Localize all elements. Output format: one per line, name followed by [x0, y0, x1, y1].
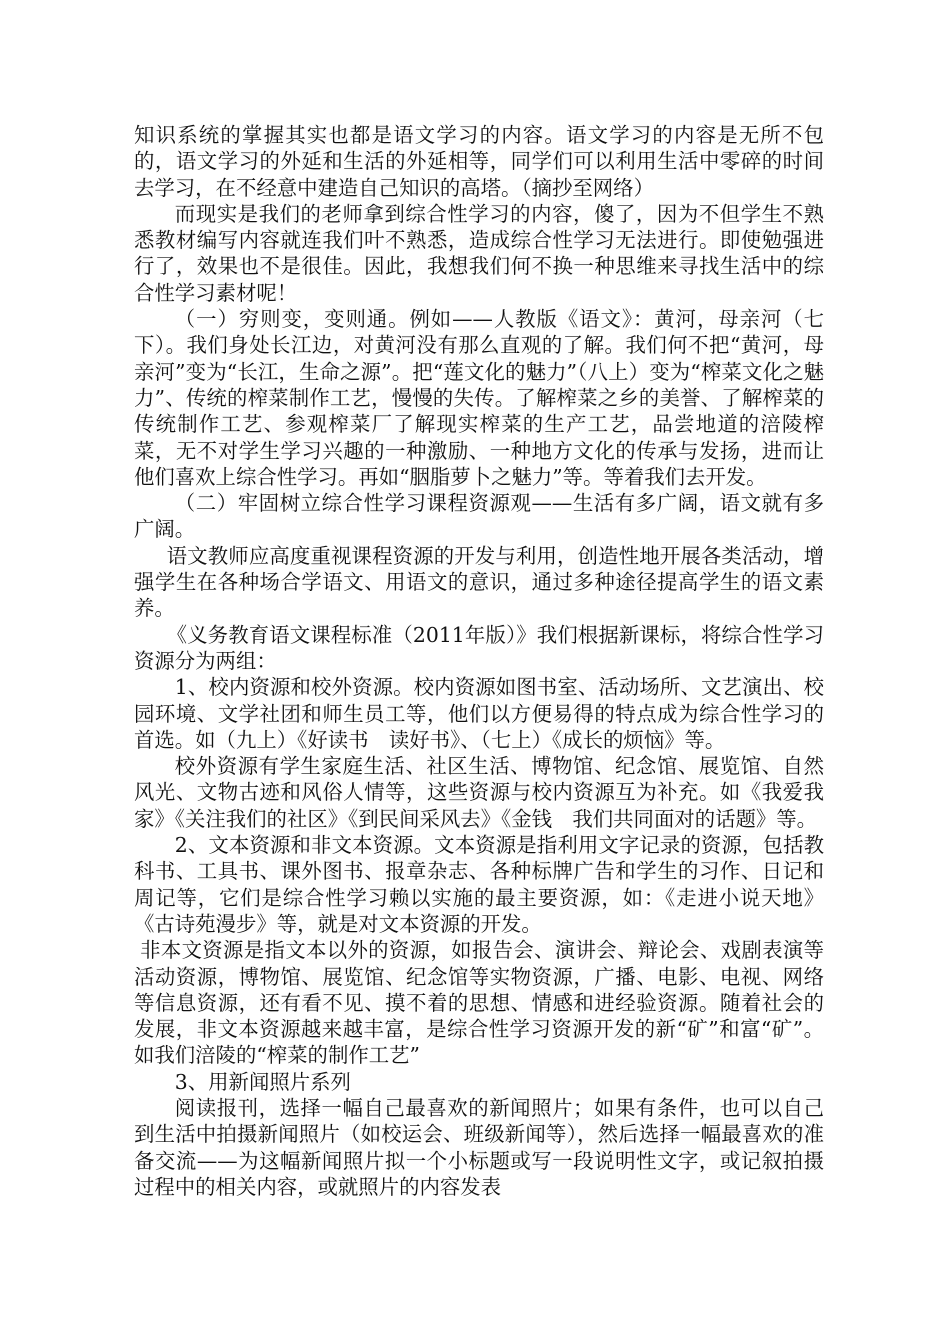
paragraph-teachers: 语文教师应高度重视课程资源的开发与利用，创造性地开展各类活动，增强学生在各种场合学语文、用语文的意识，通过多种途径提高学生的语文素养。 [134, 543, 824, 621]
paragraph-non-text-resources: 非本文资源是指文本以外的资源，如报告会、演讲会、辩论会、戏剧表演等活动资源，博物馆、展览馆、纪念馆等实物资源，广播、电影、电视、网络等信息资源，还有看不见、摸不着的思想、情感和进经验资源。随着社会的发展，非文本资源越来越丰富，是综合性学习资源开发的新“矿”和富“矿”。如我们涪陵的“榨菜的制作工艺” [134, 938, 824, 1068]
paragraph-item-two: 2、文本资源和非文本资源。文本资源是指利用文字记录的资源，包括教科书、工具书、课外图书、报章杂志、各种标牌广告和学生的习作、日记和周记等，它们是综合性学习赖以实施的最主要资源，如：《走进小说天地》《古诗苑漫步》等，就是对文本资源的开发。 [134, 833, 824, 936]
paragraph-section-one: （一）穷则变，变则通。例如——人教版《语文》：黄河，母亲河（七下）。我们身处长江边，对黄河没有那么直观的了解。我们何不把“黄河，母亲河”变为“长江，生命之源”。把“莲文化的魅力”（八上）变为“榨菜文化之魅力”、传统的榨菜制作工艺，慢慢的失传。了解榨菜之乡的美誉、了解榨菜的传统制作工艺、参观榨菜厂了解现实榨菜的生产工艺，品尝地道的涪陵榨菜，无不对学生学习兴趣的一种激励、一种地方文化的传承与发扬，进而让他们喜欢上综合性学习。再如“胭脂萝卜之魅力”等。等着我们去开发。 [134, 307, 824, 489]
paragraph-item-three: 3、用新闻照片系列 [174, 1069, 351, 1094]
document-body [134, 122, 824, 1200]
paragraph-news-photos: 阅读报刊，选择一幅自己最喜欢的新闻照片；如果有条件，也可以自己到生活中拍摄新闻照片（如校运会、班级新闻等），然后选择一幅最喜欢的准备交流——为这幅新闻照片拟一个小标题或写一段说明性文字，或记叙拍摄过程中的相关内容，或就照片的内容发表 [134, 1095, 824, 1199]
paragraph-item-one: 1、校内资源和校外资源。校内资源如图书室、活动场所、文艺演出、校园环境、文学社团和师生员工等，他们以方便易得的特点成为综合性学习的首选。如（九上）《好读书 读好书》、（七上）《成长的烦恼》等。 [134, 675, 824, 752]
paragraph-reality: 而现实是我们的老师拿到综合性学习的内容，傻了，因为不但学生不熟悉教材编写内容就连我们叶不熟悉，造成综合性学习无法进行。即使勉强进行了，效果也不是很佳。因此，我想我们何不换一种思维来寻找生活中的综合性学习素材呢！ [134, 201, 824, 305]
paragraph-section-two: （二）牢固树立综合性学习课程资源观——生活有多广阔，语文就有多广阔。 [134, 491, 824, 542]
paragraph-knowledge-system: 知识系统的掌握其实也都是语文学习的内容。语文学习的内容是无所不包的，语文学习的外延和生活的外延相等，同学们可以利用生活中零碎的时间去学习，在不经意中建造自己知识的高塔。（摘抄至网络） [134, 123, 824, 200]
paragraph-external-resources: 校外资源有学生家庭生活、社区生活、博物馆、纪念馆、展览馆、自然风光、文物古迹和风俗人情等，这些资源与校内资源互为补充。如《我爱我家》《关注我们的社区》《到民间采风去》《金钱 我们共同面对的话题》等。 [134, 754, 824, 831]
paragraph-curriculum-standard: 《义务教育语文课程标准（2011年版）》我们根据新课标，将综合性学习资源分为两组： [134, 622, 824, 673]
